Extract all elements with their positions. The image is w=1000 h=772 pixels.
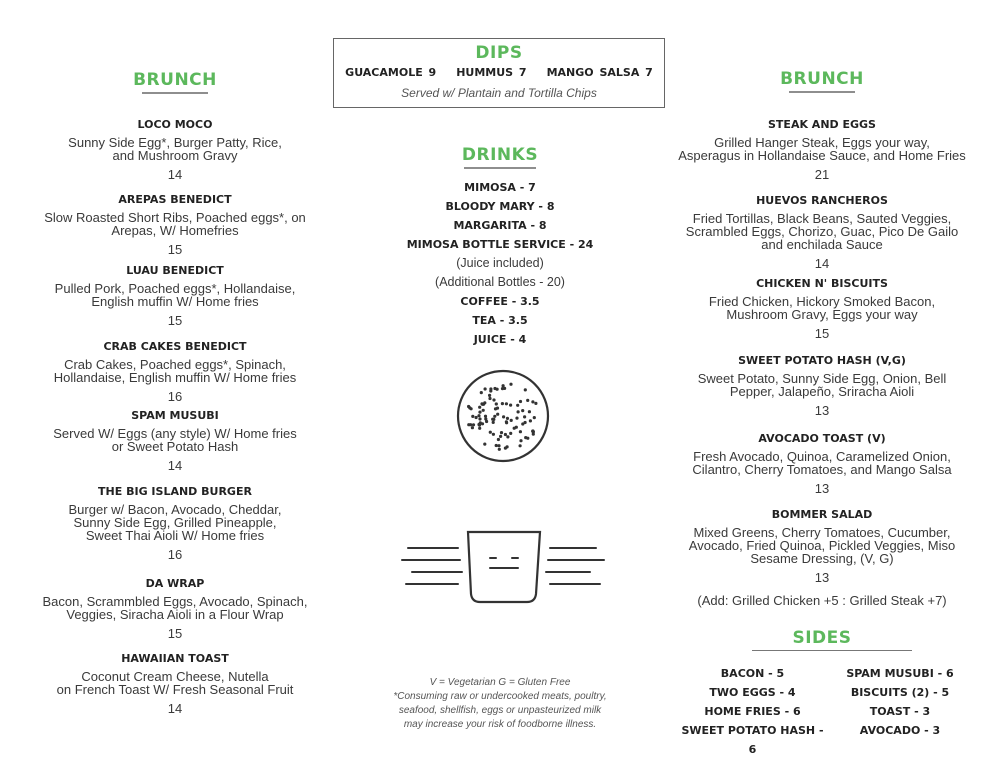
description-line: Avocado, Fried Quinoa, Pickled Veggies, Miso [688, 538, 956, 553]
menu-item [672, 354, 972, 418]
menu-item-name: LUAU BENEDICT [126, 264, 224, 277]
menu-item-description [30, 595, 320, 621]
right-brunch-title: BRUNCH [780, 69, 864, 89]
menu-item-description [672, 136, 972, 162]
menu-item-price: 15 [814, 326, 830, 341]
drinks-list [330, 178, 670, 349]
glass-icon [400, 528, 605, 608]
menu-item [30, 264, 320, 328]
description-line: or Sweet Potato Hash [111, 439, 239, 454]
drink-item: MIMOSA BOTTLE SERVICE - 24 [406, 238, 594, 251]
dotted-plate-icon [455, 368, 551, 464]
drink-item: TEA - 3.5 [472, 314, 528, 327]
side-item: SWEET POTATO HASH - 6 [681, 724, 824, 756]
menu-item-description [30, 427, 320, 453]
menu-item-description [672, 372, 972, 398]
drink-item: MARGARITA - 8 [453, 219, 547, 232]
description-line: Mixed Greens, Cherry Tomatoes, Cucumber, [693, 525, 951, 540]
menu-item [672, 118, 972, 182]
dip-item: MANGO SALSA 7 [546, 66, 653, 79]
description-line: Crab Cakes, Poached eggs*, Spinach, [64, 357, 286, 372]
menu-item-description [672, 526, 972, 565]
menu-item-name: THE BIG ISLAND BURGER [98, 485, 252, 498]
sides-title: SIDES [792, 628, 852, 648]
menu-item-description [30, 211, 320, 237]
description-line: Bacon, Scrammbled Eggs, Avocado, Spinach, [42, 594, 308, 609]
menu-item-price: 15 [167, 313, 183, 328]
menu-item-description [672, 450, 972, 476]
menu-item-price: 13 [814, 403, 830, 418]
description-line: Fried Chicken, Hickory Smoked Bacon, [708, 294, 936, 309]
description-line: Grilled Hanger Steak, Eggs your way, [714, 135, 930, 150]
description-line: Asperagus in Hollandaise Sauce, and Home Fries [678, 148, 966, 163]
menu-item-price: 15 [167, 242, 183, 257]
footnote-warning: *Consuming raw or undercooked meats, poultry, [393, 691, 607, 702]
description-line: Pulled Pork, Poached eggs*, Hollandaise, [54, 281, 296, 296]
menu-item [30, 409, 320, 473]
menu-item [672, 508, 972, 585]
menu-item [30, 193, 320, 257]
drink-note: (Juice included) [456, 256, 544, 270]
menu-item-description [30, 282, 320, 308]
menu-item-price: 14 [167, 701, 183, 716]
side-item: BISCUITS (2) - 5 [850, 686, 950, 699]
menu-item [30, 118, 320, 182]
description-line: English muffin W/ Home fries [91, 294, 259, 309]
menu-item-name: SWEET POTATO HASH (V,G) [738, 354, 906, 367]
menu-item-description [30, 136, 320, 162]
menu-item-name: SPAM MUSUBI [131, 409, 219, 422]
dips-items [334, 66, 664, 79]
side-item: SPAM MUSUBI - 6 [846, 667, 954, 680]
left-brunch-underline [142, 92, 208, 94]
menu-item-name: BOMMER SALAD [771, 508, 873, 521]
description-line: Sweet Potato, Sunny Side Egg, Onion, Bell [697, 371, 947, 386]
menu-item-description [672, 212, 972, 251]
menu-item-name: AVOCADO TOAST (V) [758, 432, 886, 445]
dip-item: GUACAMOLE 9 [345, 66, 437, 79]
menu-item-price: 21 [814, 167, 830, 182]
menu-item-price: 13 [814, 570, 830, 585]
menu-item-price: 15 [167, 626, 183, 641]
dips-title: DIPS [475, 43, 523, 63]
description-line: and Mushroom Gravy [112, 148, 238, 163]
drinks-title: DRINKS [461, 145, 539, 165]
description-line: Veggies, Siracha Aioli in a Flour Wrap [66, 607, 284, 622]
side-item: TWO EGGS - 4 [709, 686, 796, 699]
description-line: Fried Tortillas, Black Beans, Sauted Veggies, [692, 211, 952, 226]
description-line: Fresh Avocado, Quinoa, Caramelized Onion, [693, 449, 951, 464]
description-line: Sesame Dressing, (V, G) [750, 551, 894, 566]
side-item: BACON - 5 [720, 667, 785, 680]
drinks-underline [464, 167, 536, 169]
footnote [380, 676, 620, 732]
menu-item-price: 16 [167, 389, 183, 404]
drink-item: BLOODY MARY - 8 [445, 200, 555, 213]
sides-list [680, 664, 980, 759]
menu-item-name: CHICKEN N' BISCUITS [756, 277, 888, 290]
dips-note: Served w/ Plantain and Tortilla Chips [401, 86, 597, 100]
menu-item-description [30, 503, 320, 542]
menu-item-description [30, 358, 320, 384]
description-line: on French Toast W/ Fresh Seasonal Fruit [56, 682, 294, 697]
menu-item-name: HUEVOS RANCHEROS [756, 194, 888, 207]
drink-item: COFFEE - 3.5 [460, 295, 540, 308]
menu-item [30, 340, 320, 404]
description-line: Arepas, W/ Homefries [111, 223, 239, 238]
menu-item [672, 432, 972, 496]
menu-item-name: STEAK AND EGGS [768, 118, 876, 131]
description-line: Burger w/ Bacon, Avocado, Cheddar, [68, 502, 282, 517]
menu-item [672, 277, 972, 341]
menu-item-description [672, 295, 972, 321]
footnote-legend: V = Vegetarian G = Gluten Free [429, 677, 571, 688]
description-line: Pepper, Jalapeño, Sriracha Aioli [729, 384, 915, 399]
description-line: Sunny Side Egg*, Burger Patty, Rice, [68, 135, 282, 150]
drink-item: MIMOSA - 7 [464, 181, 536, 194]
description-line: and enchilada Sauce [761, 237, 883, 252]
menu-item-name: CRAB CAKES BENEDICT [103, 340, 247, 353]
dips-box [333, 38, 665, 108]
menu-item-price: 14 [167, 458, 183, 473]
salad-add-note: (Add: Grilled Chicken +5 : Grilled Steak +7) [697, 593, 947, 608]
side-item: HOME FRIES - 6 [704, 705, 801, 718]
sides-underline [752, 650, 912, 651]
menu-item-description [30, 670, 320, 696]
menu-item-price: 14 [814, 256, 830, 271]
description-line: Slow Roasted Short Ribs, Poached eggs*, on [44, 210, 306, 225]
menu-item-name: HAWAIIAN TOAST [121, 652, 229, 665]
description-line: Sweet Thai Aioli W/ Home fries [85, 528, 265, 543]
menu-item [30, 485, 320, 562]
drink-note: (Additional Bottles - 20) [435, 275, 565, 289]
drink-item: JUICE - 4 [473, 333, 527, 346]
footnote-warning: may increase your risk of foodborne illness. [403, 719, 597, 730]
menu-item-name: DA WRAP [145, 577, 205, 590]
side-item: AVOCADO - 3 [859, 724, 941, 737]
dip-item: HUMMUS 7 [456, 66, 527, 79]
description-line: Coconut Cream Cheese, Nutella [81, 669, 269, 684]
menu-item-name: LOCO MOCO [137, 118, 213, 131]
left-brunch-title: BRUNCH [133, 70, 217, 90]
right-brunch-underline [789, 91, 855, 93]
description-line: Hollandaise, English muffin W/ Home fries [53, 370, 297, 385]
menu-item [30, 652, 320, 716]
description-line: Sunny Side Egg, Grilled Pineapple, [73, 515, 277, 530]
menu-item-price: 13 [814, 481, 830, 496]
menu-item-price: 14 [167, 167, 183, 182]
menu-item [30, 577, 320, 641]
menu-item-name: AREPAS BENEDICT [118, 193, 232, 206]
menu-item-price: 16 [167, 547, 183, 562]
side-item: TOAST - 3 [869, 705, 931, 718]
description-line: Cilantro, Cherry Tomatoes, and Mango Salsa [692, 462, 952, 477]
description-line: Scrambled Eggs, Chorizo, Guac, Pico De Gailo [685, 224, 959, 239]
description-line: Served W/ Eggs (any style) W/ Home fries [53, 426, 297, 441]
footnote-warning: seafood, shellfish, eggs or unpasteurized milk [398, 705, 602, 716]
description-line: Mushroom Gravy, Eggs your way [726, 307, 918, 322]
menu-item [672, 194, 972, 271]
